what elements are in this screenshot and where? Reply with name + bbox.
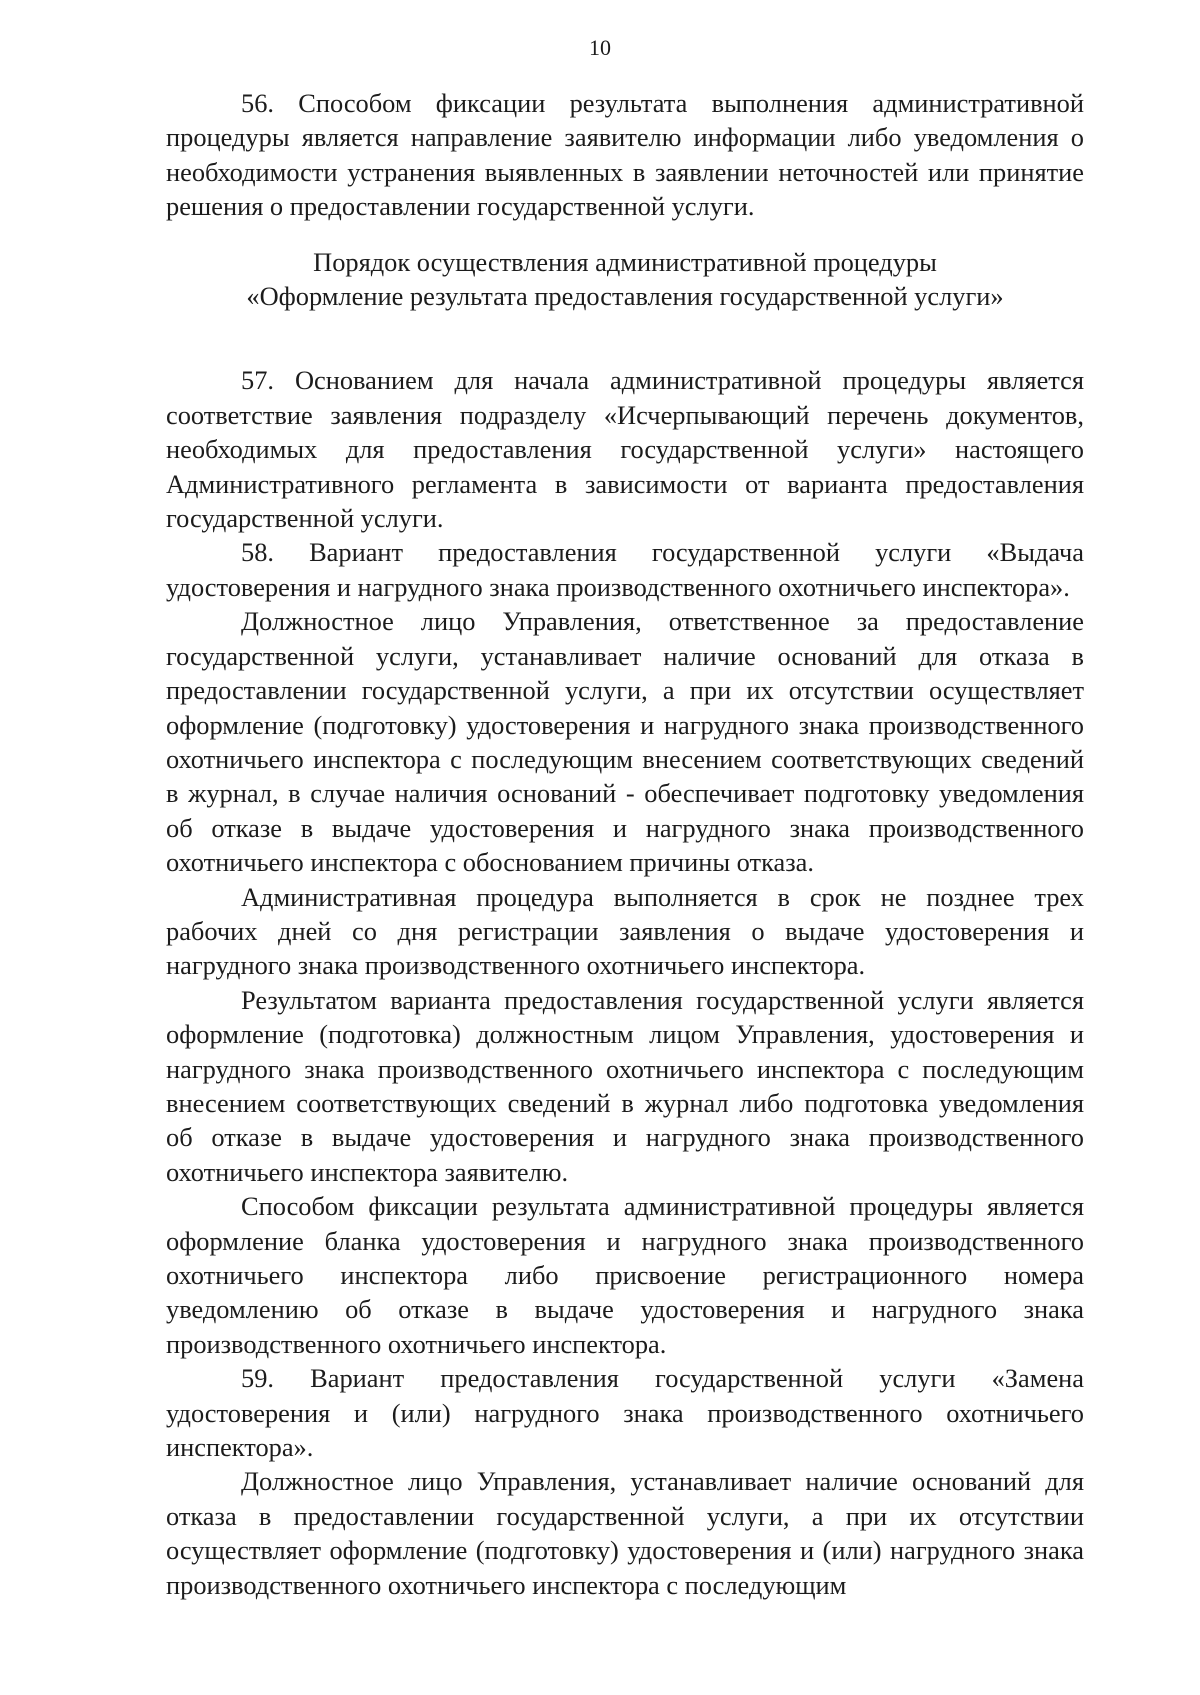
paragraph-59: 59. Вариант предоставления государственной услуги «Замена удостоверения и (или) нагрудного знака производственного охотничьего инспектора». — [166, 1363, 1084, 1463]
paragraph-56: 56. Способом фиксации результата выполнения административной процедуры является направление заявителю информации либо уведомления о необходимости устранения выявленных в заявлении неточностей или принятие решения о предоставлении государственной услуги. — [166, 88, 1084, 222]
paragraph-58: 58. Вариант предоставления государственной услуги «Выдача удостоверения и нагрудного знака производственного охотничьего инспектора». — [166, 537, 1084, 602]
paragraph-58-fixation: Способом фиксации результата административной процедуры является оформление бланка удостоверения и нагрудного знака производственного охотничьего инспектора либо присвоение регистрационного номера уведомлению об отказе в выдаче удостоверения и нагрудного знака производственного охотничьего инспектора. — [166, 1191, 1084, 1359]
paragraph-57: 57. Основанием для начала административной процедуры является соответствие заявления подразделу «Исчерпывающий перечень документов, необходимых для предоставления государственной услуги» настоящего Административного регламента в зависимости от варианта предоставления государственной услуги. — [166, 365, 1084, 534]
paragraph-58-official-duties: Должностное лицо Управления, ответственное за предоставление государственной услуги, устанавливает наличие оснований для отказа в предоставлении государственной услуги, а при их отсутствии осуществляет оформление (подготовку) удостоверения и нагрудного знака производственного охотничьего инспектора с последующим внесением соответствующих сведений в журнал, в случае наличия оснований - обеспечивает подготовку уведомления об отказе в выдаче удостоверения и нагрудного знака производственного охотничьего инспектора с обоснованием причины отказа. — [166, 606, 1084, 878]
section-heading — [166, 245, 1084, 314]
section-heading-line-2: «Оформление результата предоставления государственной услуги» — [246, 281, 1004, 312]
section-heading-line-1: Порядок осуществления административной процедуры — [313, 246, 937, 277]
paragraph-58-result: Результатом варианта предоставления государственной услуги является оформление (подготовка) должностным лицом Управления, удостоверения и нагрудного знака производственного охотничьего инспектора с последующим внесением соответствующих сведений в журнал либо подготовка уведомления об отказе в выдаче удостоверения и нагрудного знака производственного охотничьего инспектора заявителю. — [166, 984, 1084, 1187]
paragraph-58-term: Административная процедура выполняется в срок не позднее трех рабочих дней со дня регистрации заявления о выдаче удостоверения и нагрудного знака производственного охотничьего инспектора. — [166, 881, 1084, 981]
document-body — [166, 86, 1084, 1602]
page-number: 10 — [589, 35, 611, 60]
paragraph-59-official-duties: Должностное лицо Управления, устанавливает наличие оснований для отказа в предоставлении государственной услуги, а при их отсутствии осуществляет оформление (подготовку) удостоверения и (или) нагрудного знака производственного охотничьего инспектора с последующим — [166, 1466, 1084, 1600]
